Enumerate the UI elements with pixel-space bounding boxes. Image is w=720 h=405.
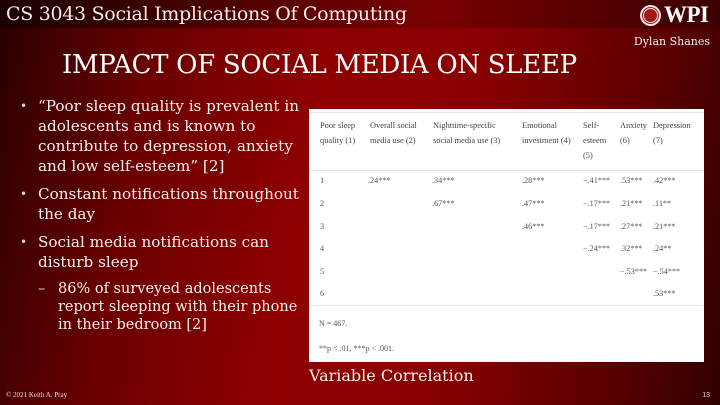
bullet-item [20,96,310,176]
author-name: Dylan Shanes [633,35,710,48]
table-top-rule [309,112,704,113]
column-header-1: Poor sleep quality (1) [320,121,356,145]
bullet-item [20,232,310,272]
wpi-logo-text: WPI [664,2,709,27]
bullet-text: Social media notifications can disturb sleep [38,233,269,271]
bullet-item [20,184,310,224]
column-header-4: Emotional investment (4) [522,121,571,145]
column-header-3: Nighttime-specific social media use (3) [433,121,501,145]
sub-bullet-text: 86% of surveyed adolescents report sleeping with their phone in their bedroom [2] [58,281,298,333]
column-header-2: Overall social media use (2) [370,121,417,145]
bullet-text: “Poor sleep quality is prevalent in adolescents and is known to contribute to depression, anxiety and low self-esteem” [2] [38,97,299,175]
bullet-icon: • [20,235,28,249]
bullet-list [20,96,310,334]
course-title: CS 3043 Social Implications Of Computing [6,3,407,25]
bullet-icon: • [20,187,28,201]
page-number: 13 [702,392,710,399]
table-caption: Variable Correlation [309,366,474,385]
column-header-7: Depression (7) [653,121,691,145]
sub-bullet-icon: – [38,281,46,297]
sub-bullet-item [20,280,310,334]
significance-note: **p < .01, ***p < .001. [319,344,395,353]
column-header-6: Anxiety (6) [620,121,647,145]
table-bottom-rule [309,305,704,306]
bullet-icon: • [20,99,28,113]
column-header-5: Self- esteem (5) [583,121,607,160]
course-header-bar [0,0,720,28]
correlation-table-image: Poor sleep quality (1) Overall social media use (2) Nighttime-specific social media use (3) Emotional investment (4) Self- esteem (5) Anxiety (6) Depression (7) 1 .24*** .34*** .28*** −.41*** .53*** .42*** 2 .67*** .47*** −.17*** .21*** .11** 3 .46*** −.17*** .27*** .21*** 4 −.24*** .32*** .24** 5 −.53*** −.54*** 6 .53*** N = 467. **p < .01, ***p < .001. [309,109,704,362]
bullet-text: Constant notifications throughout the day [38,185,299,223]
wpi-logo [640,2,709,28]
copyright-footer: © 2021 Keith A. Pray [6,391,68,399]
header-rule [309,170,704,171]
wpi-seal-icon [640,5,661,26]
sample-size-note: N = 467. [319,319,348,328]
slide-title: IMPACT OF SOCIAL MEDIA ON SLEEP [62,50,577,80]
